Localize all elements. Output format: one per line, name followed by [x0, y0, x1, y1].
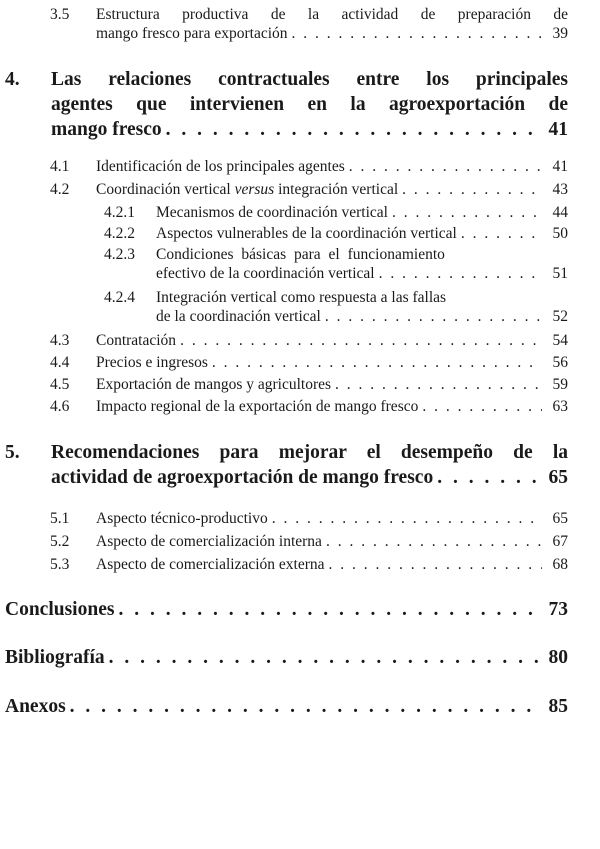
section-title: Aspectos vulnerables de la coordinación vertical: [156, 225, 457, 242]
section-title: Aspecto de comercialización interna: [96, 533, 322, 550]
page-number: 73: [548, 599, 568, 620]
section-number: 4.6: [50, 398, 70, 415]
section-title-line: Integración vertical como respuesta a las fallas: [156, 289, 447, 306]
dot-leader: [326, 532, 542, 551]
section-number: 5.2: [50, 533, 70, 550]
section-title: Aspecto de comercialización externa: [96, 556, 325, 573]
chapter-number: 4.: [5, 69, 20, 90]
page-number: 67: [552, 533, 568, 550]
dot-leader: [292, 24, 542, 43]
chapter-number: 5.: [5, 442, 20, 463]
section-number: 4.2: [50, 181, 70, 198]
section-number: 4.2.1: [104, 204, 135, 221]
chapter-title-line: Recomendaciones para mejorar el desempeño de la: [51, 442, 568, 463]
section-title: Aspecto técnico-productivo: [96, 510, 268, 527]
chapter-title-line: mango fresco: [51, 119, 162, 140]
section-title: [96, 180, 398, 199]
section-number: 4.5: [50, 376, 70, 393]
section-title-line: Condiciones básicas para el funcionamiento: [156, 246, 445, 263]
dot-leader: [422, 397, 542, 416]
dot-leader: [437, 465, 542, 490]
page-number: 41: [552, 158, 568, 175]
toc-entry-4-3: [50, 331, 568, 350]
page-number: 80: [548, 647, 568, 668]
section-title: Identificación de los principales agentes: [96, 158, 345, 175]
dot-leader: [212, 353, 542, 372]
dot-leader: [166, 117, 542, 142]
toc-entry-4-2-3: [104, 245, 568, 283]
page-number: 39: [552, 25, 568, 42]
toc-entry-conclusiones: [5, 597, 568, 622]
page-number: 56: [552, 354, 568, 371]
dot-leader: [392, 203, 542, 222]
section-title: Impacto regional de la exportación de mango fresco: [96, 398, 419, 415]
section-number: 4.2.3: [104, 246, 135, 263]
page-number: 59: [552, 376, 568, 393]
toc-entry-5-1: [50, 509, 568, 528]
page-number: 51: [552, 265, 568, 282]
toc-entry-4-4: [50, 353, 568, 372]
toc-entry-3-5: [50, 5, 568, 43]
dot-leader: [329, 555, 542, 574]
dot-leader: [335, 375, 542, 394]
toc-entry-5-2: [50, 532, 568, 551]
chapter-title-line: actividad de agroexportación de mango fresco: [51, 467, 434, 488]
page-number: 43: [552, 181, 568, 198]
page-number: 63: [552, 398, 568, 415]
page-number: 54: [552, 332, 568, 349]
page-number: 50: [552, 225, 568, 242]
toc-entry-4-2-1: [104, 203, 568, 222]
section-number: 4.4: [50, 354, 70, 371]
entry-title: Conclusiones: [5, 599, 115, 620]
dot-leader: [109, 645, 542, 670]
section-title: Contratación: [96, 332, 177, 349]
section-title: Precios e ingresos: [96, 354, 208, 371]
page-number: 85: [548, 696, 568, 717]
section-number: 4.2.2: [104, 225, 135, 242]
dot-leader: [118, 597, 542, 622]
section-title-line: efectivo de la coordinación vertical: [156, 265, 375, 282]
section-title-line: mango fresco para exportación: [96, 25, 288, 42]
dot-leader: [349, 157, 542, 176]
toc-chapter-4: [5, 67, 568, 142]
section-title-line: de la coordinación vertical: [156, 308, 321, 325]
section-number: 4.2.4: [104, 289, 135, 306]
section-title-part: integración vertical: [274, 181, 399, 198]
toc-entry-4-5: [50, 375, 568, 394]
section-title-italic: versus: [234, 181, 275, 198]
dot-leader: [325, 307, 542, 326]
section-number: 3.5: [50, 6, 70, 23]
entry-title: Anexos: [5, 696, 66, 717]
page-number: 65: [548, 467, 568, 488]
section-title: Mecanismos de coordinación vertical: [156, 204, 388, 221]
dot-leader: [379, 264, 542, 283]
toc-entry-4-2: [50, 180, 568, 199]
dot-leader: [70, 694, 542, 719]
toc-entry-4-2-2: [104, 224, 568, 243]
toc-entry-4-2-4: [104, 288, 568, 326]
section-title-part: Coordinación vertical: [96, 181, 235, 198]
section-number: 5.3: [50, 556, 70, 573]
dot-leader: [461, 224, 542, 243]
section-number: 4.3: [50, 332, 70, 349]
entry-title: Bibliografía: [5, 647, 105, 668]
page-number: 44: [552, 204, 568, 221]
page-number: 52: [552, 308, 568, 325]
section-title: Exportación de mangos y agricultores: [96, 376, 332, 393]
dot-leader: [180, 331, 542, 350]
toc-entry-4-6: [50, 397, 568, 416]
dot-leader: [402, 180, 542, 199]
dot-leader: [272, 509, 542, 528]
page-number: 41: [548, 119, 568, 140]
toc-chapter-5: [5, 440, 568, 490]
page-number: 68: [552, 556, 568, 573]
section-number: 5.1: [50, 510, 70, 527]
page-number: 65: [552, 510, 568, 527]
chapter-title-line: agentes que intervienen en la agroexportación de: [51, 94, 568, 115]
toc-entry-bibliografia: [5, 645, 568, 670]
toc-entry-anexos: [5, 694, 568, 719]
toc-entry-5-3: [50, 555, 568, 574]
section-title-line: Estructura productiva de la actividad de preparación de: [96, 6, 568, 23]
section-number: 4.1: [50, 158, 70, 175]
toc-entry-4-1: [50, 157, 568, 176]
chapter-title-line: Las relaciones contractuales entre los principales: [51, 69, 568, 90]
